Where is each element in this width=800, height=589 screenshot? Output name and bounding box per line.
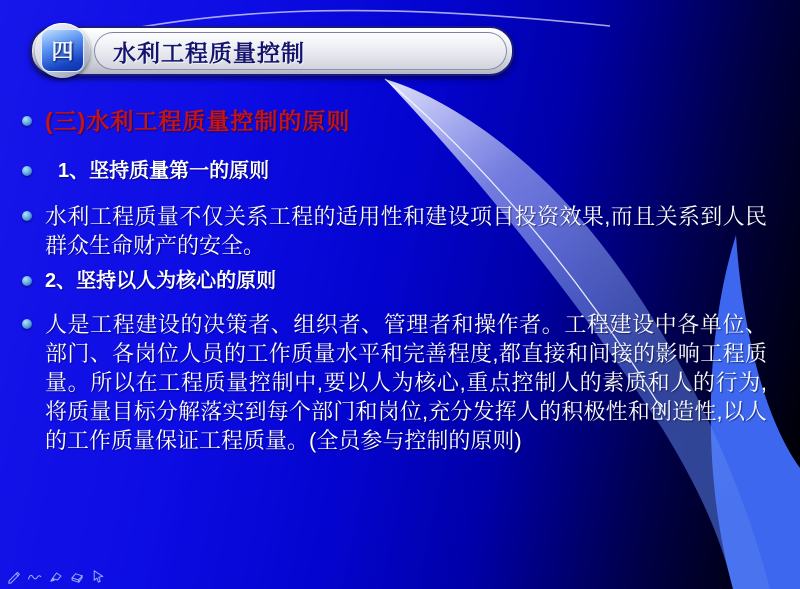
bullet-dot-icon	[22, 276, 32, 286]
section-number-label: 四	[41, 29, 84, 72]
bullet-row-paragraph-2	[22, 310, 770, 455]
header-banner	[30, 26, 514, 76]
bullet-dot-icon	[22, 211, 32, 221]
bullet-row-subheading-2	[22, 268, 770, 294]
bullet-row-paragraph-1	[22, 202, 770, 260]
header-banner-inner-panel	[94, 32, 507, 70]
bullet-row-subheading-1	[22, 158, 770, 184]
scribble-icon[interactable]	[26, 567, 44, 585]
bullet-row-heading	[22, 106, 770, 136]
cursor-icon[interactable]	[89, 567, 107, 585]
subheading-1-text: 1、坚持质量第一的原则	[58, 160, 270, 182]
bullet-dot-icon	[22, 116, 32, 126]
slide-body	[22, 106, 770, 463]
paragraph-2-text: 人是工程建设的决策者、组织者、管理者和操作者。工程建设中各单位、部门、各岗位人员的工作质量水平和完善程度,都直接和间接的影响工程质量。所以在工程质量控制中,要以人为核心,重点控制人的素质和人的行为,将质量目标分解落实到每个部门和岗位,充分发挥人的积极性和创造性,以人的工作质量保证工程质量。(全员参与控制的原则)	[45, 312, 767, 453]
eraser-icon[interactable]	[68, 567, 86, 585]
subheading-2-text: 2、坚持以人为核心的原则	[45, 270, 277, 292]
section-number-badge	[35, 23, 90, 78]
slide-section-title: 水利工程质量控制	[113, 39, 305, 66]
bullet-dot-icon	[22, 319, 32, 329]
section-heading-text: (三)水利工程质量控制的原则	[45, 108, 351, 134]
bullet-dot-icon	[22, 166, 32, 176]
paragraph-1-text: 水利工程质量不仅关系工程的适用性和建设项目投资效果,而且关系到人民群众生命财产的安全。	[45, 204, 767, 258]
marker-icon[interactable]	[47, 567, 65, 585]
annotation-toolbar	[5, 567, 107, 585]
pen-icon[interactable]	[5, 567, 23, 585]
